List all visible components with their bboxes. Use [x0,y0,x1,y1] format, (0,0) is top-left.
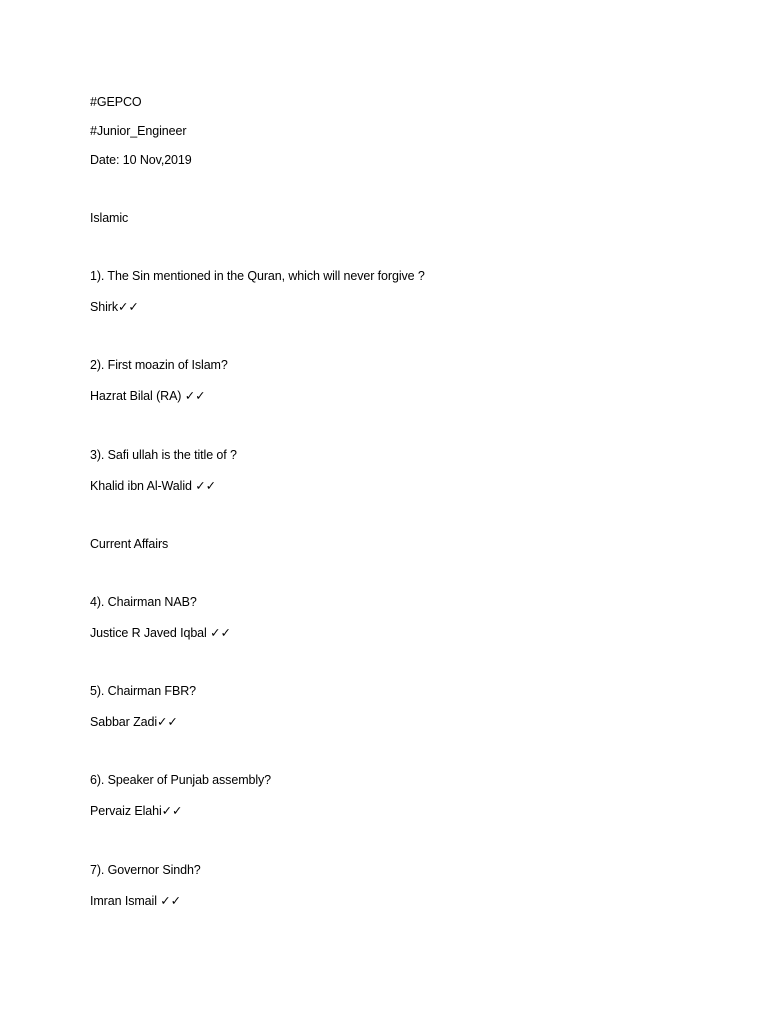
section-heading-islamic: Islamic [90,211,129,225]
question-1: 1). The Sin mentioned in the Quran, which will never forgive ? [90,269,425,283]
answer-7: Imran Ismail ✓✓ [90,894,181,908]
question-5: 5). Chairman FBR? [90,684,196,698]
question-2: 2). First moazin of Islam? [90,358,228,372]
section-heading-current-affairs: Current Affairs [90,537,169,551]
document-date: Date: 10 Nov,2019 [90,153,192,167]
answer-2: Hazrat Bilal (RA) ✓✓ [90,389,206,403]
answer-6: Pervaiz Elahi✓✓ [90,804,183,818]
answer-1: Shirk✓✓ [90,300,139,314]
question-4: 4). Chairman NAB? [90,595,197,609]
hashtag-junior-engineer: #Junior_Engineer [90,124,187,138]
question-6: 6). Speaker of Punjab assembly? [90,773,272,787]
answer-3: Khalid ibn Al-Walid ✓✓ [90,479,216,493]
hashtag-gepco: #GEPCO [90,95,142,109]
answer-4: Justice R Javed Iqbal ✓✓ [90,626,231,640]
answer-5: Sabbar Zadi✓✓ [90,715,178,729]
question-7: 7). Governor Sindh? [90,863,201,877]
question-3: 3). Safi ullah is the title of ? [90,448,237,462]
